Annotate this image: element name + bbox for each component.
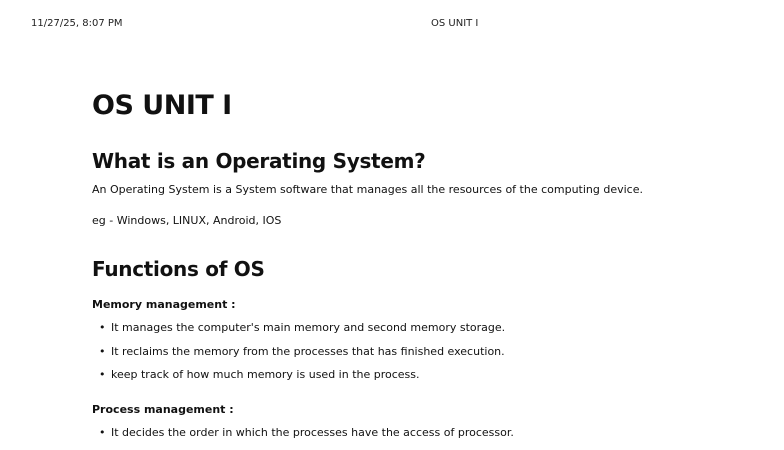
bullet-icon: • [99,368,106,381]
list-item [92,368,505,392]
definition-paragraph: An Operating System is a System software that manages all the resources of the computing device. [92,183,643,196]
list-item [92,321,505,345]
print-title: OS UNIT I [431,18,479,29]
print-header [31,18,753,32]
print-date: 11/27/25, 8:07 PM [31,18,123,29]
list-item-text: It manages the computer's main memory and second memory storage. [111,321,506,334]
list-item-text: It decides the order in which the processes have the access of processor. [111,426,514,439]
section-heading-functions: Functions of OS [92,257,265,281]
bullet-icon: • [99,426,106,439]
page-title: OS UNIT I [92,90,232,121]
memory-management-label: Memory management : [92,298,236,311]
memory-management-list [92,321,505,392]
list-item [92,426,514,450]
bullet-icon: • [99,321,106,334]
list-item-text: It reclaims the memory from the processes that has finished execution. [111,344,505,358]
list-item-text: keep track of how much memory is used in the process. [111,368,420,381]
process-management-list [92,426,514,450]
process-management-label: Process management : [92,403,234,416]
section-heading-what-is-os: What is an Operating System? [92,149,426,173]
examples-paragraph: eg - Windows, LINUX, Android, IOS [92,214,282,227]
bullet-icon: • [99,344,106,358]
list-item [92,345,505,369]
